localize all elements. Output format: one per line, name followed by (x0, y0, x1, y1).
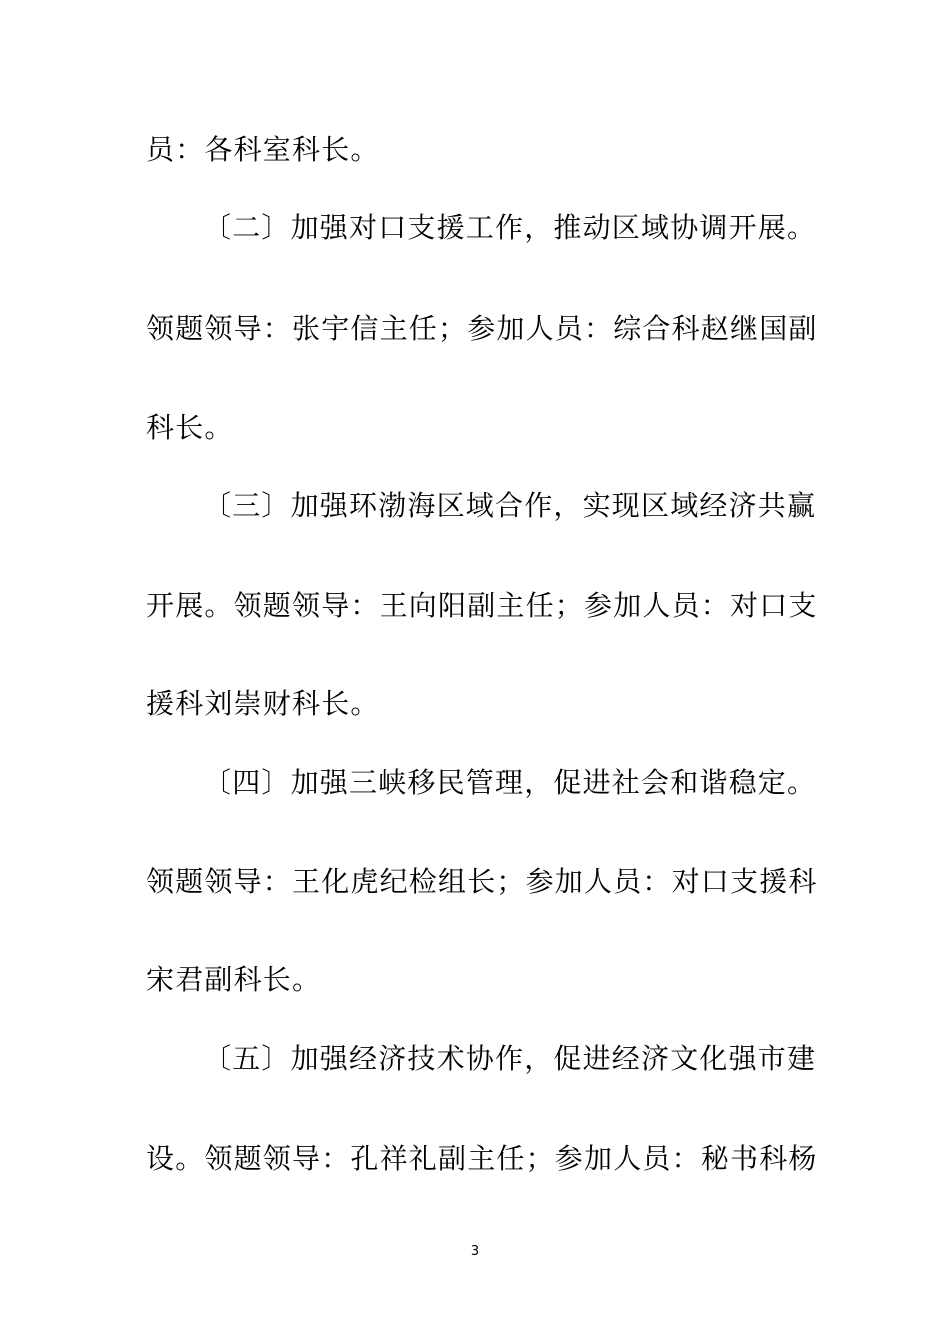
section-heading-5: 〔五〕加强经济技术协作，促进经济文化强市建 (203, 1042, 817, 1075)
text-line: 员：各科室科长。 (146, 133, 380, 166)
text-line: 领题领导：张宇信主任；参加人员：综合科赵继国副 (146, 312, 818, 345)
text-line: 领题领导：王化虎纪检组长；参加人员：对口支援科 (146, 865, 818, 898)
text-line: 科长。 (146, 411, 234, 444)
page-number: 3 (470, 1244, 480, 1259)
section-heading-4: 〔四〕加强三峡移民管理，促进社会和谐稳定。 (203, 766, 817, 799)
text-line: 援科刘崇财科长。 (146, 687, 380, 720)
section-heading-3: 〔三〕加强环渤海区域合作，实现区域经济共赢 (203, 489, 817, 522)
text-line: 宋君副科长。 (146, 963, 322, 996)
section-heading-2: 〔二〕加强对口支援工作，推动区域协调开展。 (203, 211, 817, 244)
text-line: 开展。领题领导：王向阳副主任；参加人员：对口支 (146, 589, 818, 622)
text-line: 设。领题领导：孔祥礼副主任；参加人员：秘书科杨 (146, 1142, 818, 1175)
